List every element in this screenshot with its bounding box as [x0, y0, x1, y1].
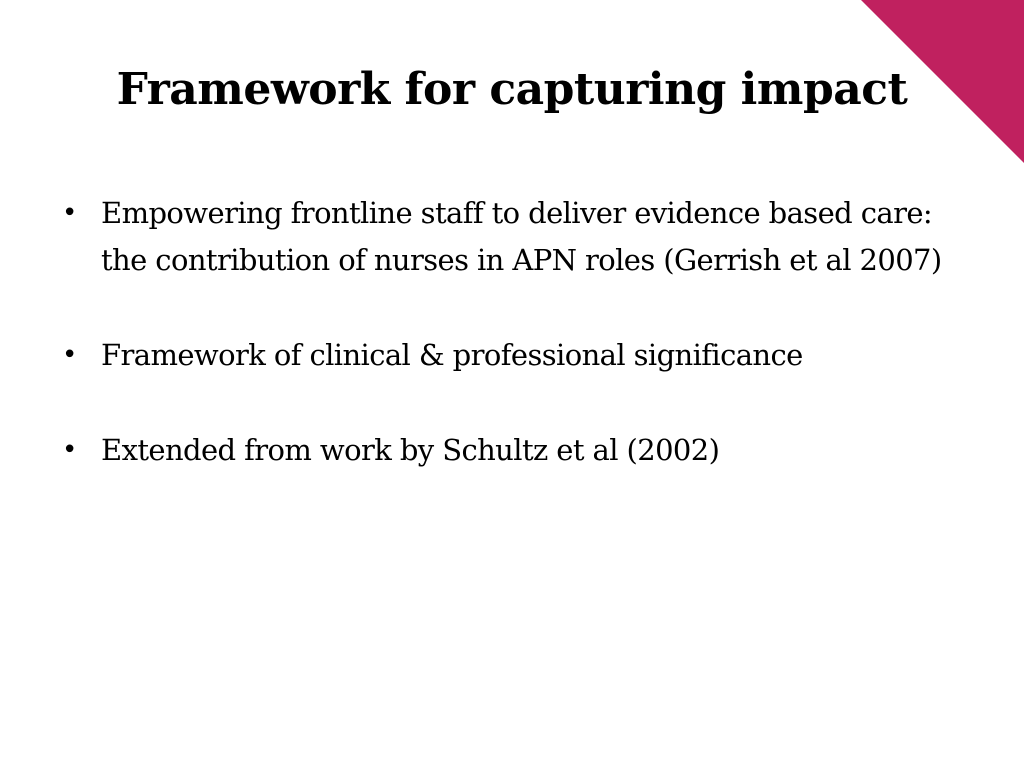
bullet-text: Framework of clinical & professional significance [101, 338, 803, 372]
slide-title: Framework for capturing impact [116, 64, 908, 115]
bullet-text: Empowering frontline staff to deliver evidence based care: the contribution of nurses in APN roles (Gerrish et al 2007) [101, 196, 942, 277]
bullet-item [60, 332, 980, 379]
bullet-dot-icon: • [62, 198, 77, 228]
bullet-item [60, 427, 980, 474]
bullet-dot-icon: • [62, 435, 77, 465]
bullet-text: Extended from work by Schultz et al (2002) [101, 433, 720, 467]
bullet-list [60, 190, 980, 474]
bullet-item [60, 190, 980, 284]
bullet-dot-icon: • [62, 340, 77, 370]
